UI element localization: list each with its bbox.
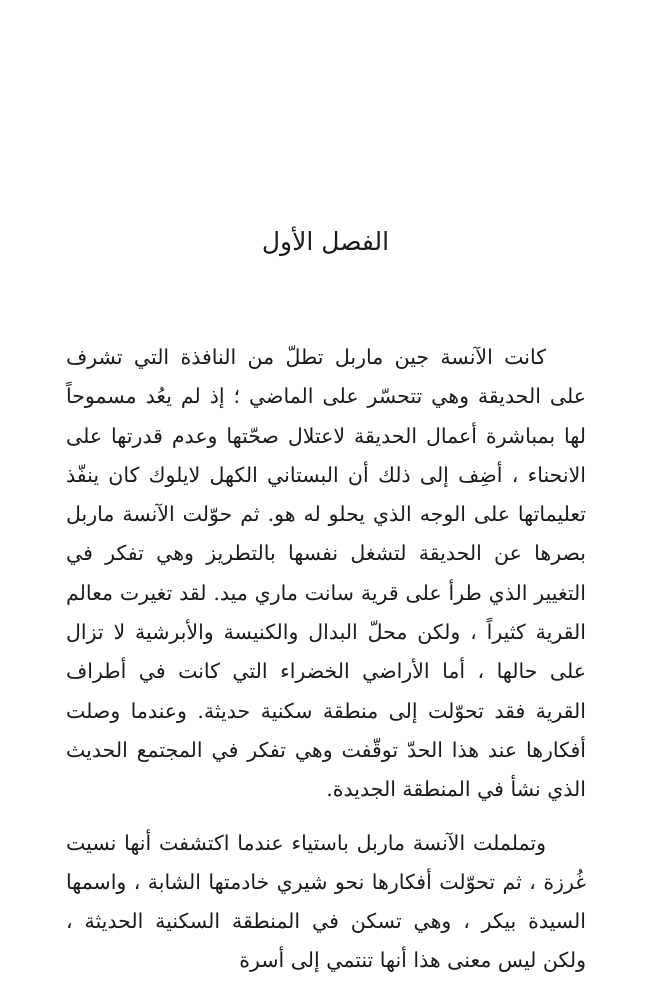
chapter-title: الفصل الأول [261,227,390,256]
chapter-body [66,338,586,981]
paragraph-2: وتململت الآنسة ماربل باستياء عندما اكتشفت أنها نسيت غُرزة ، ثم تحوّلت أفكارها نحو شيري خادمتها الشابة ، واسمها السيدة بيكر ، وهي تسكن في المنطقة السكنية الحديثة ، ولكن ليس معنى هذا أنها تنتمي إلى أسرة [66,830,586,973]
paragraph-1: كانت الآنسة جين ماربل تطلّ من النافذة التي تشرف على الحديقة وهي تتحسّر على الماضي ؛ إذ لم يعُد مسموحاً لها بمباشرة أعمال الحديقة لاعتلال صحّتها وعدم قدرتها على الانحناء ، أضِف إلى ذلك أن البستاني الكهل لايلوك كان ينفّذ تعليماتها على الوجه الذي يحلو له هو. ثم حوّلت الآنسة ماربل بصرها عن الحديقة لتشغل نفسها بالتطريز وهي تفكر في التغيير الذي طرأ على قرية سانت ماري ميد. لقد تغيرت معالم القرية كثيراً ، ولكن محلّ البدال والكنيسة والأبرشية لا تزال على حالها ، أما الأراضي الخضراء التي كانت في أطراف القرية فقد تحوّلت إلى منطقة سكنية حديثة. وعندما وصلت أفكارها عند هذا الحدّ توقّفت وهي تفكر في المجتمع الحديث الذي نشأ في المنطقة الجديدة. [66,345,586,802]
